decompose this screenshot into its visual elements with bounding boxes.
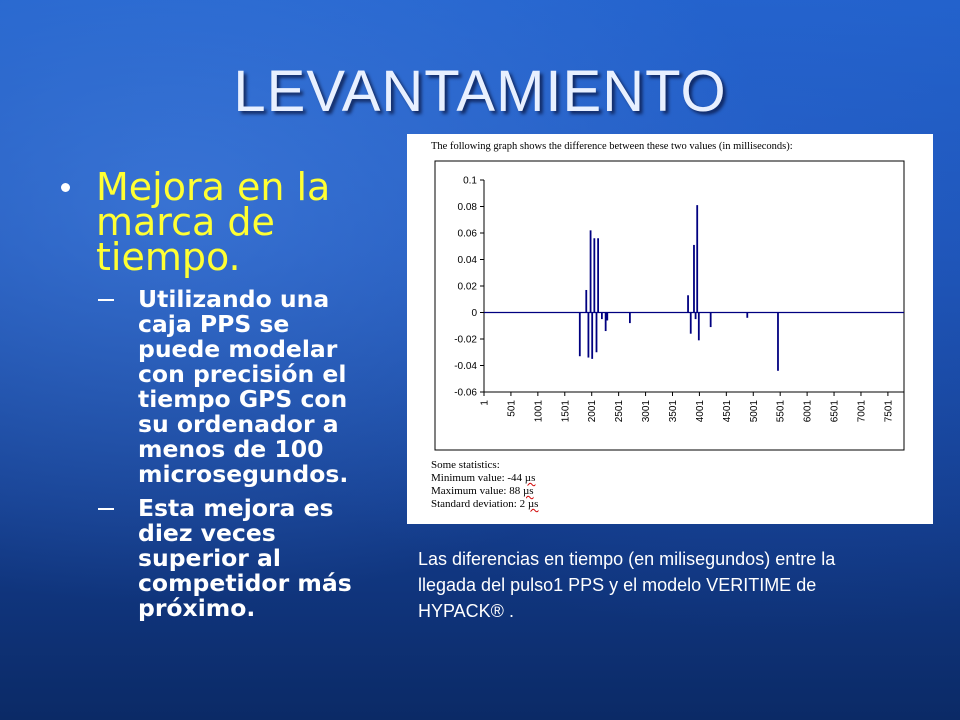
stats-std: Standard deviation: 2 µs [431, 498, 539, 510]
x-tick-label: 6501 [829, 400, 841, 423]
y-tick-label: -0.02 [454, 334, 477, 346]
x-tick-label: 2501 [614, 400, 626, 423]
main-bullet [58, 165, 378, 279]
bullet-list [58, 165, 378, 622]
y-tick-label: 0.1 [463, 175, 477, 187]
x-tick-label: 5501 [775, 400, 787, 423]
x-tick-label: 4501 [721, 400, 733, 423]
sub-bullet-text: Utilizando una caja PPS se puede modelar con precisión el tiempo GPS con su ordenador a menos de 100 microsegundos. [138, 285, 349, 488]
stats-heading: Some statistics: [431, 459, 500, 471]
y-tick-label: -0.04 [454, 361, 477, 372]
main-bullet-text: Mejora en la marca de tiempo. [96, 165, 331, 279]
y-tick-label: -0.06 [454, 387, 477, 399]
figure-caption: Las diferencias en tiempo (en milisegundos) entre la llegada del pulso1 PPS y el modelo VERITIME de HYPACK® . [418, 549, 836, 621]
x-tick-label: 7001 [856, 400, 868, 423]
x-tick-label: 2001 [587, 400, 599, 423]
slide-title: LEVANTAMIENTO [233, 59, 727, 124]
y-tick-label: 0.06 [457, 228, 477, 240]
statistics-block [431, 459, 538, 511]
stats-max: Maximum value: 88 µs [431, 485, 534, 497]
x-tick-label: 7501 [883, 400, 895, 423]
dash-icon [98, 299, 114, 301]
x-tick-label: 501 [506, 400, 518, 417]
y-tick-label: 0.04 [457, 255, 477, 266]
x-tick-label: 1 [479, 400, 491, 406]
chart-caption: The following graph shows the difference between these two values (in milliseconds): [431, 141, 793, 152]
x-tick-label: 5001 [748, 400, 760, 423]
bullet-dot-icon [61, 183, 70, 192]
sub-bullet [58, 287, 378, 487]
x-tick-label: 6001 [802, 400, 814, 423]
y-tick-label: 0.08 [457, 202, 477, 213]
sub-bullet-text: Esta mejora es diez veces superior al competidor más próximo. [138, 494, 352, 622]
sub-bullet [58, 496, 378, 621]
x-tick-label: 4001 [694, 400, 706, 423]
dash-icon [98, 508, 114, 510]
x-tick-label: 3001 [641, 400, 653, 423]
chart-image [407, 134, 933, 524]
stats-min: Minimum value: -44 µs [431, 472, 536, 484]
x-tick-label: 1001 [533, 400, 545, 423]
x-tick-label: 1501 [560, 400, 572, 423]
y-tick-label: 0.02 [457, 281, 477, 293]
x-tick-label: 3501 [667, 400, 679, 423]
y-tick-label: 0 [471, 308, 477, 319]
